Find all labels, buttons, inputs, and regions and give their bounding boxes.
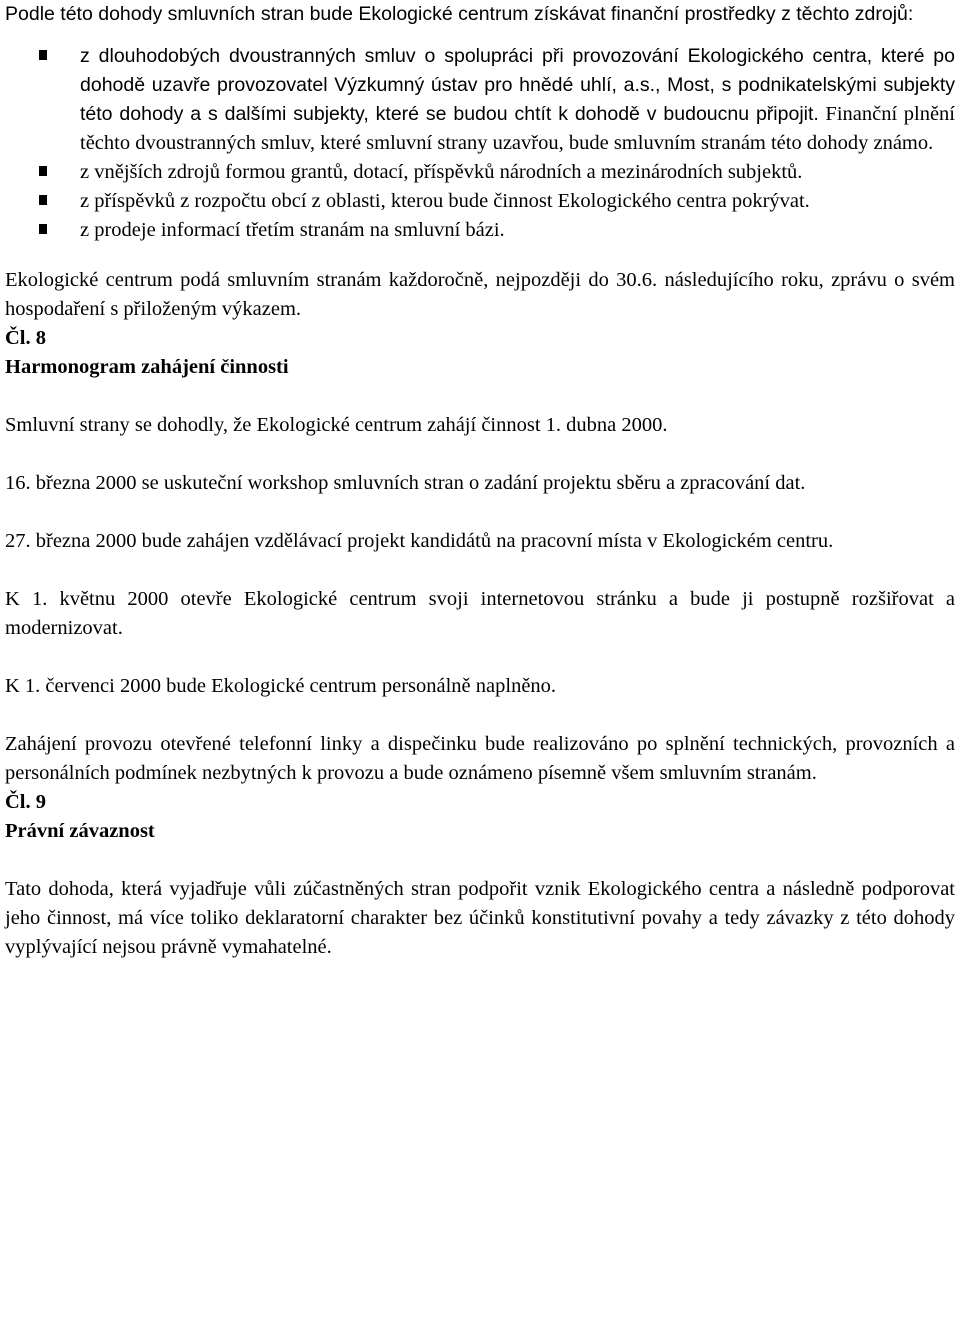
article-9-title: Právní závaznost <box>5 820 155 842</box>
report-paragraph: Ekologické centrum podá smluvním stranám každoročně, nejpozději do 30.6. následujícího roku, zprávu o svém hospodaření s přiloženým výkazem. <box>5 269 955 320</box>
list-item-text: z příspěvků z rozpočtu obcí z oblasti, kterou bude činnost Ekologického centra pokrývat. <box>80 190 810 212</box>
list-item <box>5 216 955 245</box>
square-bullet-icon <box>39 224 47 234</box>
list-item <box>5 158 955 187</box>
article-8-paragraph: K 1. květnu 2000 otevře Ekologické centrum svoji internetovou stránku a bude ji postupně rozšiřovat a modernizovat. <box>5 588 955 639</box>
article-8-title: Harmonogram zahájení činnosti <box>5 356 289 378</box>
article-8-paragraph: Smluvní strany se dohodly, že Ekologické centrum zahájí činnost 1. dubna 2000. <box>5 414 668 436</box>
document-page <box>5 0 955 962</box>
article-9-paragraph: Tato dohoda, která vyjadřuje vůli zúčastněných stran podpořit vznik Ekologického centra a následně podporovat jeho činnost, má více toliko deklaratorní charakter bez účinků konstitutivní povahy a tedy závazky z této dohody vyplývající nejsou právně vymahatelné. <box>5 878 955 958</box>
square-bullet-icon <box>39 50 47 60</box>
funding-sources-list <box>5 42 955 245</box>
article-8-paragraph: 16. března 2000 se uskuteční workshop smluvních stran o zadání projektu sběru a zpracování dat. <box>5 472 806 494</box>
article-9-number: Čl. 9 <box>5 791 46 813</box>
list-item-text-continued: Finanční plnění těchto dvoustranných smluv, které smluvní strany uzavřou, bude smluvním stranám této dohody známo. <box>80 103 955 154</box>
article-8-paragraph: K 1. červenci 2000 bude Ekologické centrum personálně naplněno. <box>5 675 557 697</box>
article-8-paragraph: Zahájení provozu otevřené telefonní linky a dispečinku bude realizováno po splnění technických, provozních a personálních podmínek nezbytných k provozu a bude oznámeno písemně všem smluvním stranám. <box>5 733 955 784</box>
square-bullet-icon <box>39 166 47 176</box>
article-8-number: Čl. 8 <box>5 327 46 349</box>
intro-paragraph: Podle této dohody smluvních stran bude Ekologické centrum získávat finanční prostředky z těchto zdrojů: <box>5 3 914 25</box>
list-item-text: z dlouhodobých dvoustranných smluv o spolupráci při provozování Ekologického centra, které po dohodě uzavře provozovatel Výzkumný ústav pro hnědé uhlí, a.s., Most, s podnikatelskými subjekty této dohody a s dalšími subjekty, které se budou chtít k dohodě v budoucnu připojit. <box>80 45 955 125</box>
square-bullet-icon <box>39 195 47 205</box>
list-item-text: z prodeje informací třetím stranám na smluvní bázi. <box>80 219 505 241</box>
article-8-paragraph: 27. března 2000 bude zahájen vzdělávací projekt kandidátů na pracovní místa v Ekologickém centru. <box>5 530 834 552</box>
list-item-text: z vnějších zdrojů formou grantů, dotací, příspěvků národních a mezinárodních subjektů. <box>80 161 803 183</box>
list-item <box>5 42 955 158</box>
list-item <box>5 187 955 216</box>
